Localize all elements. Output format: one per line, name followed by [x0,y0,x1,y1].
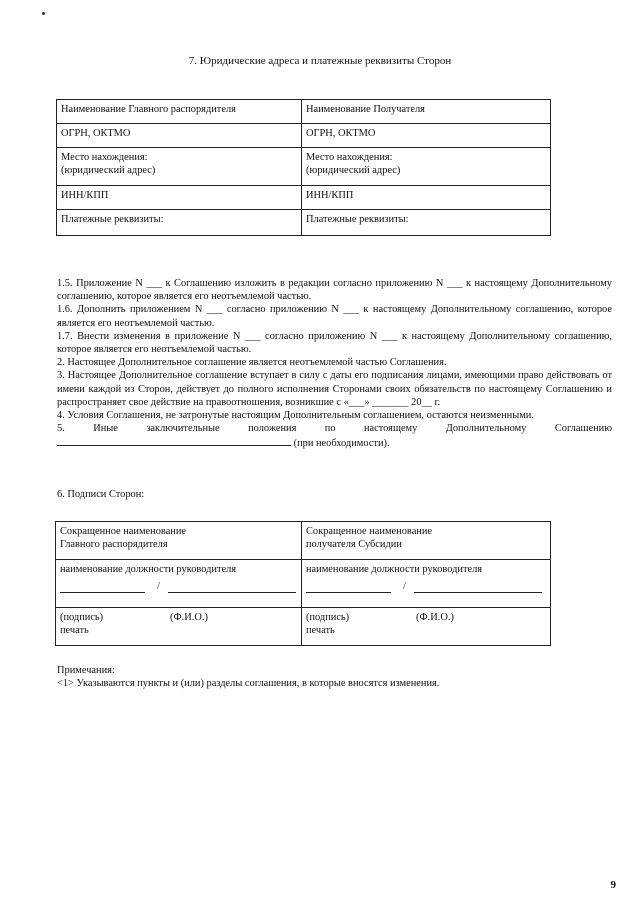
stamp-caption: печать [306,625,335,636]
requisites-cell-main: ИНН/КПП [57,186,302,210]
section-6-title: 6. Подписи Сторон: [57,489,145,500]
requisites-row [57,186,551,210]
requisites-cell-recipient: ИНН/КПП [302,186,551,210]
paragraph-5-word: по [324,423,336,435]
signatures-table [55,521,551,646]
stamp-caption: печать [60,625,89,636]
agreement-paragraphs [57,277,612,451]
requisites-cell-recipient: ОГРН, ОКТМО [302,124,551,148]
paragraph-5-word: положения [248,423,297,435]
paragraph-5-tail: (при необходимости). [293,438,390,450]
requisites-cell-main: Место нахождения: (юридический адрес) [57,148,302,186]
left-signature-line [60,576,297,604]
left-org-name: Сокращенное наименование Главного распорядителя [56,522,302,560]
left-signature-cell [56,560,302,608]
blank-line [57,435,291,446]
requisites-table [56,99,551,236]
paragraph-5-continuation [57,435,612,450]
left-captions [56,608,302,646]
right-org-name: Сокращенное наименование получателя Субсидии [302,522,551,560]
requisites-cell-recipient: Место нахождения: (юридический адрес) [302,148,551,186]
requisites-row [57,100,551,124]
paragraph-5-word: 5. [57,423,65,435]
requisites-row [57,148,551,186]
paragraph: 1.7. Внести изменения в приложение N ___ согласно приложению N ___ к настоящему Дополнительному соглашению, которое является его неотъемлемой частью. [57,330,612,356]
paragraph: 1.5. Приложение N ___ к Соглашению изложить в редакции согласно приложению N ___ к настоящему Дополнительному соглашению, которое является его неотъемлемой частью. [57,278,612,303]
paragraph-5 [57,422,612,435]
slash: / [157,581,160,592]
paragraph-5-word: Иные [93,423,118,435]
requisites-cell-main: Наименование Главного распорядителя [57,100,302,124]
fio-blank [168,592,296,593]
slash: / [403,581,406,592]
right-signature-line [306,576,546,604]
requisites-row [57,124,551,148]
notes-title: Примечания: [57,665,115,676]
right-signature-cell [302,560,551,608]
scan-speck [42,12,45,15]
sign-caption: (подпись) [306,612,350,623]
page-number: 9 [610,879,616,891]
paragraph-5-word: заключительные [146,423,220,435]
sign-caption: (подпись) [60,612,104,623]
paragraph-5-word: Дополнительному [445,423,527,435]
paragraph: 1.6. Дополнить приложением N ___ согласно приложению N ___ к настоящему Дополнительному соглашению, которое является его неотъемлемой частью. [57,304,612,329]
paragraph-5-word: Соглашению [554,423,612,435]
requisites-cell-main: ОГРН, ОКТМО [57,124,302,148]
requisites-cell-recipient: Платежные реквизиты: [302,210,551,236]
left-position-label: наименование должности руководителя [60,564,237,575]
fio-caption: (Ф.И.О.) [170,612,208,623]
paragraph: 2. Настоящее Дополнительное соглашение является неотъемлемой частью Соглашения. [57,357,447,369]
signature-blank [306,592,391,593]
paragraph: 3. Настоящее Дополнительное соглашение вступает в силу с даты его подписания лицами, имеющими право действовать от имени каждой из Сторон, действует до полного исполнения Сторонами своих обязательств по настоящему Соглашению и распространяет свое действие на правоотношения, возникшие с «___» _______ 20__ г. [57,370,612,408]
fio-caption: (Ф.И.О.) [416,612,454,623]
fio-blank [414,592,542,593]
section-7-title: 7. Юридические адреса и платежные реквизиты Сторон [188,55,452,67]
requisites-cell-main: Платежные реквизиты: [57,210,302,236]
paragraph-5-word: настоящему [363,423,418,435]
signature-blank [60,592,145,593]
requisites-cell-recipient: Наименование Получателя [302,100,551,124]
notes-item: <1> Указываются пункты и (или) разделы соглашения, в которые вносятся изменения. [57,678,440,690]
right-captions [302,608,551,646]
notes [57,664,439,690]
right-position-label: наименование должности руководителя [306,564,483,575]
paragraph: 4. Условия Соглашения, не затронутые настоящим Дополнительным соглашением, остаются неизменными. [57,410,534,422]
requisites-row [57,210,551,236]
